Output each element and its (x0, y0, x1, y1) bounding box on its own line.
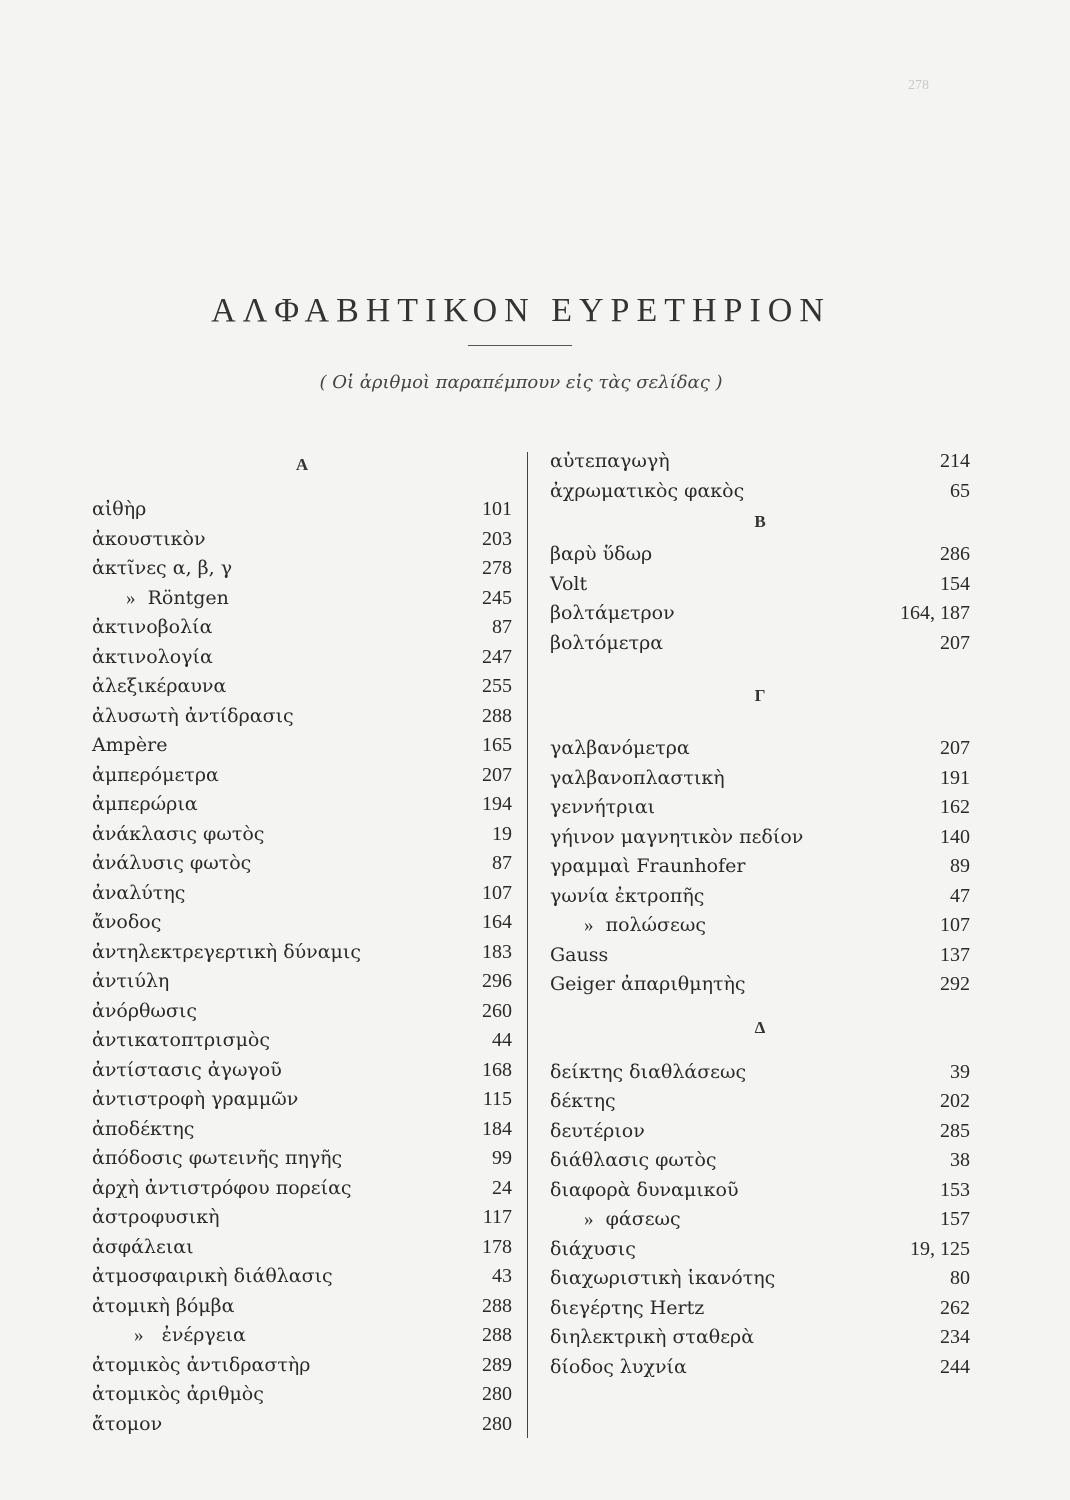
entry-page-number: 191 (940, 766, 970, 789)
entry-term (550, 852, 745, 882)
index-entry (92, 938, 512, 968)
index-left-column (92, 450, 512, 1439)
index-entry (92, 997, 512, 1027)
entry-term (92, 1203, 219, 1233)
entry-term (92, 1174, 352, 1204)
entry-page-number: 202 (940, 1090, 970, 1112)
entry-term-text: ἀσφάλειαι (92, 1235, 194, 1258)
entry-term (92, 1380, 264, 1410)
entry-term-text: ἀκτινολογία (92, 645, 213, 668)
index-entry (92, 702, 512, 732)
index-entry (92, 584, 512, 614)
entry-term-text: ἀτομικὴ βόμβα (92, 1294, 235, 1317)
entry-term-text: ἄτομον (92, 1412, 163, 1435)
entry-term-text: ἀναλύτης (92, 881, 186, 904)
entry-page-number: 87 (492, 616, 512, 638)
entry-page-number: 288 (482, 1294, 512, 1317)
entry-term (550, 764, 725, 794)
index-entry (92, 1380, 512, 1410)
entry-page-number: 168 (482, 1058, 512, 1081)
entry-page-number: 194 (482, 793, 512, 815)
entry-term (92, 672, 226, 702)
entry-page-number: 280 (482, 1412, 512, 1435)
entry-term-text: διαφορὰ δυναμικοῦ (550, 1178, 739, 1201)
index-entry (550, 793, 970, 823)
entry-term-text: διάχυσις (550, 1237, 636, 1260)
index-entry (92, 495, 512, 525)
right-intro-list (550, 447, 970, 506)
entry-page-number: 286 (940, 543, 970, 565)
entry-page-number: 115 (482, 1088, 512, 1110)
section-letter: Δ (754, 1017, 766, 1037)
entry-page-number: 38 (950, 1149, 970, 1171)
page-number: 278 (908, 78, 929, 93)
entry-term-text: ἀκτῖνες α, β, γ (92, 557, 233, 579)
entry-term (550, 970, 746, 1000)
entry-page-number: 285 (940, 1119, 970, 1142)
entry-page-number: 260 (482, 999, 512, 1022)
entry-page-number: 87 (492, 852, 512, 874)
entry-term-text: ἀτομικὸς ἀριθμὸς (92, 1383, 264, 1405)
index-entry (550, 764, 970, 794)
entry-term (550, 447, 670, 477)
index-entry (92, 672, 512, 702)
index-section (550, 510, 970, 658)
entry-page-number: 255 (482, 675, 512, 697)
entry-page-number: 296 (482, 970, 512, 992)
entry-term (550, 540, 652, 570)
entry-term (550, 1087, 616, 1117)
index-entry (92, 1144, 512, 1174)
entry-term-text: ἀπόδοσις φωτεινῆς πηγῆς (92, 1147, 343, 1169)
index-entry (92, 1056, 512, 1086)
index-entry (550, 911, 970, 941)
entry-term (92, 584, 229, 614)
entry-term-text: ἀτμοσφαιρικὴ διάθλασις (92, 1265, 333, 1287)
section-letter: Γ (754, 686, 766, 705)
entry-page-number: 207 (940, 737, 970, 759)
entry-term (92, 1056, 282, 1086)
entry-term (550, 477, 744, 507)
entry-term (92, 1026, 270, 1056)
entry-term-text: φάσεως (605, 1208, 681, 1230)
index-entry (92, 554, 512, 584)
entry-term-text: ἀντίστασις ἀγωγοῦ (92, 1058, 282, 1081)
ditto-mark: » (126, 587, 136, 609)
entry-term (92, 1115, 194, 1145)
entry-term (550, 1235, 636, 1265)
index-entry (92, 1115, 512, 1145)
entry-term (550, 1058, 746, 1088)
entry-page-number: 288 (482, 704, 512, 727)
entry-term (550, 1205, 681, 1235)
index-entry (92, 1085, 512, 1115)
index-entry (550, 1264, 970, 1294)
entry-page-number: 24 (492, 1176, 512, 1199)
entry-term-text: Volt (550, 572, 588, 595)
entry-page-number: 65 (950, 479, 970, 502)
index-entry (550, 1087, 970, 1117)
entry-term-text: Röntgen (147, 586, 229, 609)
entry-page-number: 288 (482, 1324, 512, 1346)
left-entries-list (92, 495, 512, 1439)
entry-page-number: 107 (482, 881, 512, 904)
entry-page-number: 184 (482, 1117, 512, 1140)
index-entry (92, 613, 512, 643)
entry-page-number: 207 (940, 631, 970, 654)
index-entry (92, 967, 512, 997)
entry-term (92, 702, 294, 732)
entry-term (92, 967, 169, 997)
entry-term (550, 570, 587, 600)
entry-term-text: ἀχρωματικὸς φακὸς (550, 479, 745, 502)
entry-term-text: ἀντηλεκτρεγερτικὴ δύναμις (92, 940, 361, 963)
index-entry (550, 823, 970, 853)
entry-term-text: ἀντιύλη (92, 970, 170, 992)
index-section (550, 684, 970, 1000)
entry-term (550, 1294, 704, 1324)
entry-term-text: διάθλασις φωτὸς (550, 1149, 717, 1171)
entry-term-text: βαρὺ ὕδωρ (550, 543, 653, 565)
entry-term-text: ἀρχὴ ἀντιστρόφου πορείας (92, 1176, 352, 1199)
entry-page-number: 162 (940, 796, 970, 818)
entry-term-text: ἀντικατοπτρισμὸς (92, 1029, 271, 1051)
entry-term-text: ἀκουστικὸν (92, 527, 206, 550)
entry-term-text: δίοδος λυχνία (550, 1355, 687, 1378)
index-entry (92, 820, 512, 850)
entry-term-text: διεγέρτης Hertz (550, 1296, 705, 1319)
index-entry (92, 1233, 512, 1263)
entry-term (550, 823, 803, 853)
index-entry (92, 1292, 512, 1322)
entry-term (550, 1146, 717, 1176)
index-entry (92, 1203, 512, 1233)
index-entry (92, 879, 512, 909)
entry-page-number: 157 (940, 1208, 970, 1230)
entry-term (92, 1233, 194, 1263)
entry-term-text: πολώσεως (605, 914, 707, 936)
entry-page-number: 207 (482, 763, 512, 786)
index-entry (92, 1410, 512, 1440)
index-entry (92, 525, 512, 555)
entry-term (92, 849, 251, 879)
index-entry (550, 599, 970, 629)
entry-term (92, 879, 185, 909)
entry-term-text: γεννήτριαι (550, 796, 656, 818)
index-entry (550, 882, 970, 912)
ditto-mark: » (584, 1209, 594, 1230)
entry-term-text: ἀνάλυσις φωτὸς (92, 852, 252, 874)
title-rule (468, 345, 572, 346)
entry-term (550, 629, 663, 659)
page-subtitle: ( Οἱ ἀριθμοὶ παραπέμπουν εἰς τὰς σελίδας ) (319, 372, 723, 393)
entry-term-text: γραμμαὶ Fraunhofer (550, 855, 746, 877)
entry-page-number: 43 (492, 1265, 512, 1287)
entry-term-text: γαλβανόμετρα (550, 737, 690, 759)
index-entry (550, 629, 970, 659)
entry-term (92, 997, 197, 1027)
entry-term-text: γήινον μαγνητικὸν πεδίον (550, 825, 804, 848)
entry-term-text: δευτέριον (550, 1119, 645, 1142)
index-entry (92, 1321, 512, 1351)
entry-page-number: 107 (940, 914, 970, 936)
index-entry (92, 790, 512, 820)
entry-term-text: ἀνάκλασις φωτὸς (92, 822, 265, 845)
index-entry (550, 1205, 970, 1235)
index-entry (550, 1323, 970, 1353)
entry-term (550, 882, 704, 912)
entry-page-number: 214 (940, 450, 970, 472)
index-entry (550, 540, 970, 570)
entry-page-number: 137 (940, 943, 970, 966)
entry-term (92, 525, 206, 555)
entry-term (92, 1410, 162, 1440)
index-entry (550, 941, 970, 971)
entry-page-number: 245 (482, 586, 512, 609)
index-entry (550, 734, 970, 764)
ditto-mark: » (584, 915, 594, 936)
entry-page-number: 47 (950, 884, 970, 907)
entry-page-number: 89 (950, 855, 970, 877)
entry-term-text: ἀλυσωτὴ ἀντίδρασις (92, 704, 294, 727)
index-entry (92, 1026, 512, 1056)
index-entry (550, 1353, 970, 1383)
entry-page-number: 292 (940, 973, 970, 995)
entry-term-text: ἀμπερόμετρα (92, 763, 219, 786)
entry-term (92, 1292, 234, 1322)
entry-term-text: βολτάμετρον (550, 602, 675, 624)
entry-term-text: ἀμπερώρια (92, 793, 198, 815)
index-entry (92, 731, 512, 761)
column-divider (527, 452, 528, 1438)
entry-term-text: ἀντιστροφὴ γραμμῶν (92, 1088, 299, 1110)
page-title: ΑΛΦΑΒΗΤΙΚΟΝ ΕΥΡΕΤΗΡΙΟΝ (211, 292, 831, 329)
entry-term-text: Geiger ἀπαριθμητὴς (550, 973, 746, 995)
entry-term-text: ἀτομικὸς ἀντιδραστὴρ (92, 1353, 311, 1376)
index-entry (550, 1235, 970, 1265)
entry-page-number: 19, 125 (910, 1237, 970, 1260)
entry-page-number: 203 (482, 527, 512, 550)
entry-term-text: ἀστροφυσικὴ (92, 1206, 220, 1228)
entry-term (92, 613, 212, 643)
right-sections (550, 510, 970, 1382)
entry-term (550, 1264, 775, 1294)
entry-term-text: ἀνόρθωσις (92, 999, 197, 1022)
entry-term (92, 761, 219, 791)
entry-term (92, 1085, 298, 1115)
entry-term (550, 1323, 754, 1353)
entry-term (92, 1351, 310, 1381)
entry-term (92, 1144, 342, 1174)
index-entry (550, 1176, 970, 1206)
index-entry (92, 1174, 512, 1204)
entry-term-text: Ampère (92, 734, 168, 756)
entry-term (550, 1353, 687, 1383)
index-entry (550, 1058, 970, 1088)
entry-page-number: 183 (482, 940, 512, 963)
entry-term-text: αὐτεπαγωγὴ (550, 450, 670, 472)
index-entry (550, 570, 970, 600)
entry-term-text: ἀκτινοβολία (92, 616, 213, 638)
entry-page-number: 153 (940, 1178, 970, 1201)
index-entry (92, 761, 512, 791)
entry-term (550, 599, 675, 629)
index-right-column (550, 450, 970, 1382)
index-entry (92, 908, 512, 938)
entry-term (92, 1262, 333, 1292)
entry-page-number: 278 (482, 557, 512, 579)
index-entry (550, 447, 970, 477)
entry-page-number: 247 (482, 645, 512, 668)
entry-page-number: 117 (482, 1206, 512, 1228)
entry-page-number: 165 (482, 734, 512, 756)
entry-page-number: 234 (940, 1326, 970, 1348)
index-section (550, 1016, 970, 1383)
entry-term-text: αἰθὴρ (92, 498, 147, 520)
index-entry (92, 643, 512, 673)
entry-term-text: γαλβανοπλαστικὴ (550, 766, 725, 789)
entry-term (550, 793, 655, 823)
entry-term-text: γωνία ἐκτροπῆς (550, 884, 705, 907)
entry-term-text: ἀποδέκτης (92, 1117, 195, 1140)
entry-page-number: 101 (482, 498, 512, 520)
entry-term (92, 554, 232, 584)
entry-page-number: 244 (940, 1355, 970, 1378)
entry-term (92, 731, 167, 761)
entry-term (550, 1176, 739, 1206)
index-entry (550, 852, 970, 882)
index-entry (550, 1117, 970, 1147)
entry-term-text: ἐνέργεια (161, 1324, 246, 1346)
section-letter: Β (754, 512, 766, 531)
index-entry (550, 970, 970, 1000)
index-entry (92, 849, 512, 879)
entry-term-text: βολτόμετρα (550, 631, 664, 654)
entry-term (92, 938, 361, 968)
entry-term (550, 734, 690, 764)
entry-page-number: 280 (482, 1383, 512, 1405)
index-entry (550, 1146, 970, 1176)
entry-term (550, 941, 608, 971)
entry-page-number: 44 (492, 1029, 512, 1051)
entry-page-number: 154 (940, 572, 970, 595)
ditto-mark: » (134, 1325, 144, 1346)
entry-term-text: δείκτης διαθλάσεως (550, 1060, 747, 1083)
entry-term-text: ἀλεξικέραυνα (92, 675, 227, 697)
entry-term (92, 820, 264, 850)
entry-page-number: 164, 187 (900, 602, 970, 624)
index-entry (92, 1262, 512, 1292)
entry-term (92, 643, 213, 673)
entry-page-number: 19 (492, 822, 512, 845)
entry-term-text: ἄνοδος (92, 911, 162, 933)
entry-term (92, 1321, 246, 1351)
entry-page-number: 140 (940, 825, 970, 848)
entry-term (92, 495, 146, 525)
entry-page-number: 80 (950, 1267, 970, 1289)
index-entry (550, 477, 970, 507)
entry-term (92, 908, 161, 938)
entry-term (92, 790, 198, 820)
entry-term-text: δέκτης (550, 1090, 616, 1112)
entry-term-text: διηλεκτρικὴ σταθερὰ (550, 1326, 755, 1348)
section-letter-alpha: Α (295, 455, 309, 474)
entry-term (550, 911, 706, 941)
entry-page-number: 178 (482, 1235, 512, 1258)
entry-page-number: 99 (492, 1147, 512, 1169)
entry-page-number: 262 (940, 1296, 970, 1319)
entry-page-number: 289 (482, 1353, 512, 1376)
entry-term-text: Gauss (550, 943, 609, 966)
entry-page-number: 39 (950, 1060, 970, 1083)
entry-term-text: διαχωριστικὴ ἱκανότης (550, 1267, 776, 1289)
index-entry (92, 1351, 512, 1381)
entry-page-number: 164 (482, 911, 512, 933)
index-entry (550, 1294, 970, 1324)
entry-term (550, 1117, 645, 1147)
